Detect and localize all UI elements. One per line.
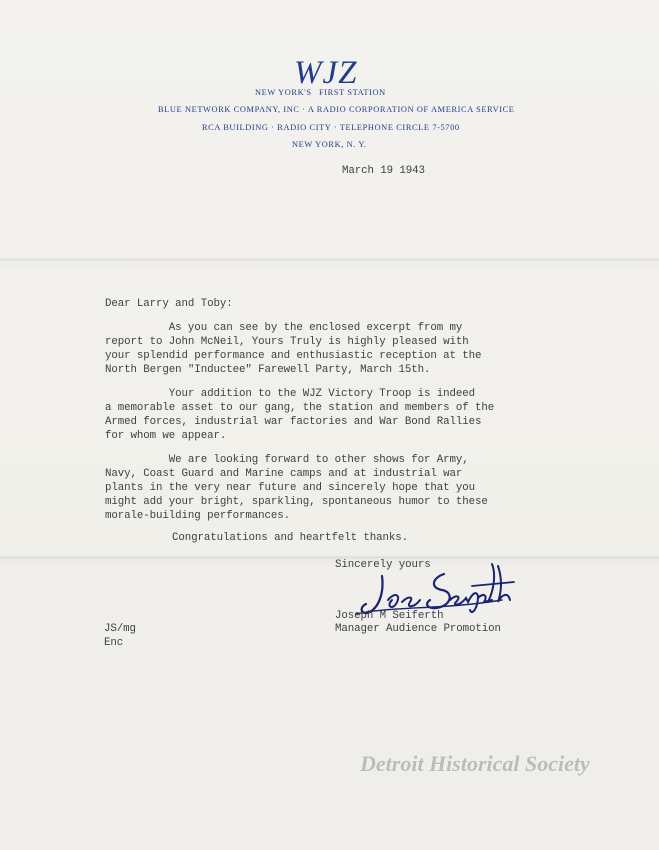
enclosure-note: Enc [104,637,124,649]
letterhead-tagline-right: FIRST STATION [319,88,386,97]
letter-paragraph-2: Your addition to the WJZ Victory Troop is indeed a memorable asset to our gang, the station and members of the Armed forces, industrial war factories and War Bond Rallies for whom we appear. [105,388,495,442]
letterhead-company-line: BLUE NETWORK COMPANY, INC · A RADIO CORPORATION OF AMERICA SERVICE [158,105,515,114]
reference-initials: JS/mg [104,623,136,635]
letter-date: March 19 1943 [342,165,425,177]
paper-fold-line [0,258,659,261]
letter-salutation: Dear Larry and Toby: [105,298,233,310]
letter-closing-line: Congratulations and heartfelt thanks. [172,532,409,544]
watermark: Detroit Historical Society [360,751,590,776]
letterhead-city-line: NEW YORK, N. Y. [292,140,367,149]
letterhead-tagline-left: NEW YORK'S [255,88,312,97]
signer-title: Manager Audience Promotion [335,623,501,635]
letter-paragraph-3: We are looking forward to other shows for Army, Navy, Coast Guard and Marine camps and at industrial war plants in the very near future and sincerely hope that you might add your bright, sparkling, spontaneous humor to these morale-building performances. [105,454,488,522]
paper-fold-line [0,556,659,559]
letter-paragraph-1: As you can see by the enclosed excerpt from my report to John McNeil, Yours Truly is highly pleased with your splendid performance and enthusiastic reception at the North Bergen "Inductee" Farewell Party, March 15th. [105,322,482,376]
letterhead-address-line: RCA BUILDING · RADIO CITY · TELEPHONE CIRCLE 7-5700 [202,123,460,132]
signer-name: Joseph M Seiferth [335,610,444,622]
letter-closing: Sincerely yours [335,559,431,571]
wjz-logo: WJZ [294,55,358,91]
